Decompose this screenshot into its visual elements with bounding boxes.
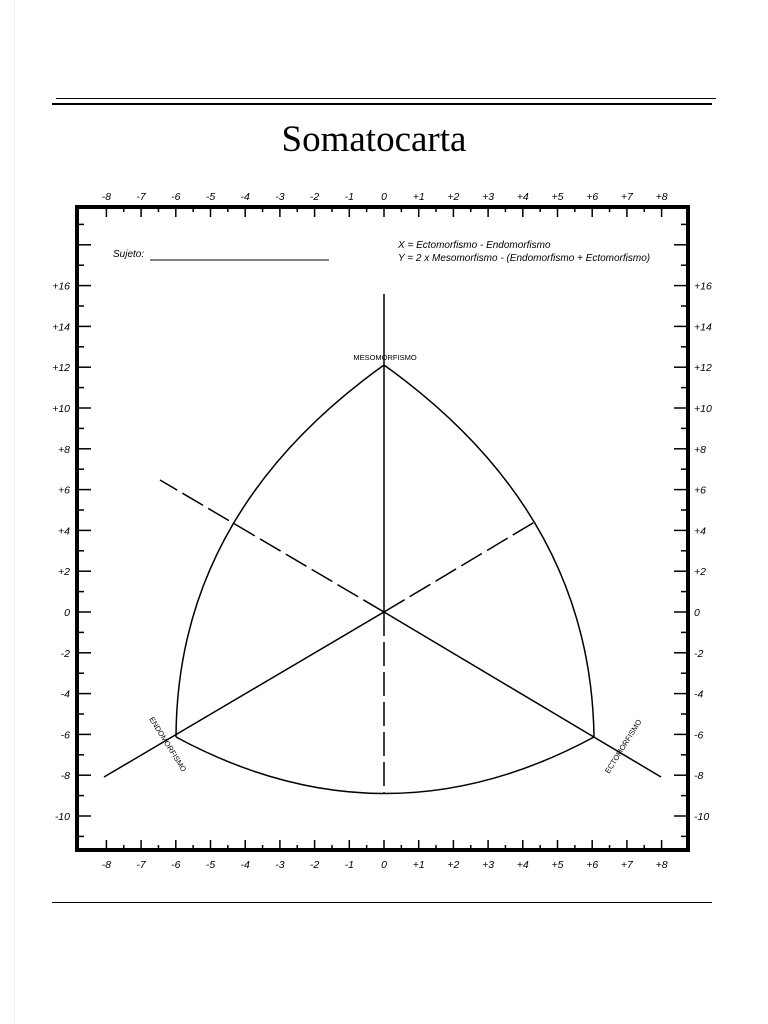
- x-tick-label-top: 0: [381, 191, 387, 203]
- y-tick-label-right: +10: [694, 403, 712, 415]
- y-tick-label-right: -6: [694, 729, 704, 742]
- x-tick-label-top: -5: [205, 191, 216, 203]
- y-tick-label-left: 0: [64, 607, 70, 619]
- x-tick-label-top: +6: [586, 191, 599, 203]
- y-tick-label-right: +4: [694, 525, 706, 538]
- x-tick-label-bottom: +8: [655, 859, 668, 871]
- x-tick-label-bottom: +3: [482, 859, 495, 871]
- x-tick-label-bottom: +4: [516, 859, 529, 871]
- y-tick-label-right: +2: [694, 566, 706, 579]
- x-tick-label-bottom: -7: [136, 859, 146, 871]
- y-tick-label-left: +8: [58, 443, 70, 456]
- page-title: Somatocarta: [281, 119, 467, 160]
- x-tick-label-top: -7: [136, 191, 146, 203]
- x-tick-label-bottom: -5: [205, 859, 216, 871]
- y-tick-label-left: -8: [60, 770, 70, 783]
- bottom-rule: [52, 902, 712, 903]
- x-tick-label-bottom: -1: [344, 859, 354, 871]
- x-tick-label-top: -3: [275, 191, 285, 203]
- x-tick-label-bottom: +6: [586, 859, 599, 871]
- y-tick-label-left: +2: [58, 566, 70, 579]
- y-tick-label-left: +6: [58, 484, 70, 497]
- y-tick-label-right: +8: [694, 443, 706, 456]
- y-tick-label-left: +4: [58, 525, 70, 538]
- y-tick-label-left: +12: [52, 362, 70, 375]
- x-tick-label-bottom: -2: [309, 859, 320, 871]
- dashed-upper-right: [384, 520, 538, 612]
- pole-endo: ENDOMORFISMO: [147, 715, 189, 774]
- endo-axis: [104, 612, 384, 777]
- x-tick-label-top: -6: [171, 191, 181, 203]
- somatotype-triangle: [104, 294, 661, 794]
- x-tick-label-top: -2: [309, 191, 320, 203]
- x-tick-label-bottom: -6: [171, 859, 181, 871]
- x-tick-label-bottom: +1: [412, 859, 425, 871]
- y-tick-label-right: -10: [694, 811, 710, 823]
- dashed-upper-left: [160, 480, 384, 612]
- x-tick-label-top: +2: [447, 191, 460, 203]
- y-tick-label-right: +12: [694, 362, 712, 375]
- x-tick-label-top: +4: [516, 191, 529, 203]
- y-tick-label-right: -4: [694, 688, 704, 701]
- y-tick-label-right: -8: [694, 770, 704, 783]
- x-tick-label-top: -1: [344, 191, 354, 203]
- y-tick-label-right: -2: [694, 647, 704, 660]
- x-tick-label-top: +7: [620, 191, 633, 203]
- x-tick-label-bottom: +7: [620, 859, 633, 871]
- y-tick-label-left: -4: [60, 688, 70, 701]
- y-tick-label-left: -6: [60, 729, 70, 742]
- y-tick-label-left: +10: [52, 403, 70, 415]
- endo-ecto-arc: [176, 737, 594, 794]
- x-tick-label-bottom: +2: [447, 859, 460, 871]
- pole-ecto: ECTOMORFISMO: [603, 717, 644, 776]
- formula-y: Y = 2 x Mesomorfismo - (Endomorfismo + Ectomorfismo): [398, 253, 651, 264]
- y-tick-label-right: +14: [694, 321, 712, 334]
- x-tick-label-top: +1: [412, 191, 425, 203]
- y-tick-label-left: -2: [60, 647, 70, 660]
- x-tick-label-bottom: -4: [240, 859, 250, 871]
- y-tick-label-left: -10: [54, 811, 70, 823]
- x-tick-label-bottom: +5: [551, 859, 564, 871]
- x-tick-label-bottom: 0: [381, 859, 387, 871]
- x-tick-label-top: -8: [101, 191, 112, 203]
- x-tick-label-top: +8: [655, 191, 668, 203]
- x-tick-label-bottom: -3: [275, 859, 285, 871]
- formula-x: X = Ectomorfismo - Endomorfismo: [398, 240, 551, 251]
- x-tick-label-bottom: -8: [101, 859, 112, 871]
- y-tick-label-right: +16: [694, 280, 712, 293]
- subject-label: Sujeto:: [113, 249, 145, 260]
- meso-ecto-arc: [384, 365, 594, 737]
- x-tick-label-top: -4: [240, 191, 250, 203]
- x-tick-label-top: +3: [482, 191, 495, 203]
- x-tick-label-top: +5: [551, 191, 564, 203]
- y-tick-label-right: +6: [694, 484, 706, 497]
- pole-meso: MESOMORFISMO: [353, 353, 417, 362]
- y-tick-label-left: +14: [52, 321, 70, 334]
- y-tick-label-left: +16: [52, 280, 70, 293]
- y-tick-label-right: 0: [694, 607, 700, 619]
